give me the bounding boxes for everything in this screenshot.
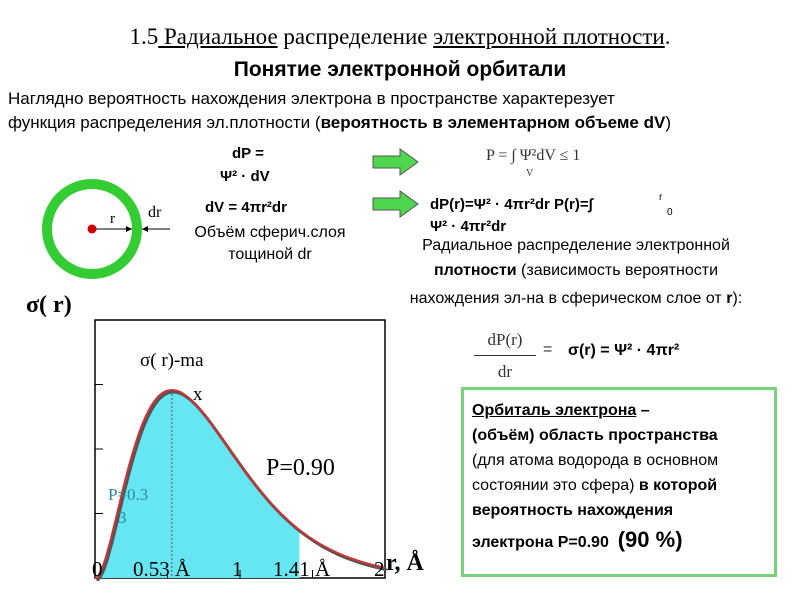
orbital-line3: (для атома водорода в основном: [472, 452, 719, 469]
intro-line1: Наглядно вероятность нахождения электрона в пространстве характерезует: [8, 89, 615, 108]
radial-line1: Радиальное распределение электронной: [422, 237, 730, 254]
dr-label: dr: [148, 204, 162, 221]
radial-distribution-chart: [0, 290, 460, 600]
integral-formula: P = ∫ Ψ²dV ≤ 1: [486, 147, 581, 164]
orbital-line5: вероятность нахождения: [472, 502, 674, 519]
radial-line3-normal: нахождения эл-на в сферическом слое от: [409, 290, 727, 307]
sigma-max-label: σ( r)-ma: [140, 350, 204, 371]
intro-line2-end: ): [665, 113, 671, 132]
volume-caption-line1: Объём сферич.слоя: [194, 224, 346, 241]
dpr-formula-line1: dP(r)=Ψ² · 4πr²dr P(r)=∫: [430, 196, 593, 213]
radial-line2: [360, 262, 792, 280]
radius-arrowhead: [126, 226, 132, 232]
arrow-right-icon-2: [372, 190, 420, 218]
dr-arrowhead: [142, 226, 148, 232]
x-tick-label: 1.41 Å: [273, 557, 331, 581]
dpr-limit-bottom: 0: [667, 207, 673, 218]
integral-subscript: V: [526, 168, 534, 179]
x-tick-label: 0.53 Å: [133, 557, 191, 581]
dp-formula-line1: dP =: [232, 145, 264, 162]
x-tick-label: 1: [232, 557, 243, 581]
dv-formula: dV = 4πr²dr: [205, 199, 287, 216]
title-part4: .: [664, 24, 671, 49]
y-axis-label: σ( r): [26, 292, 72, 318]
title-part1: Радиальное: [158, 24, 278, 49]
radial-line2-rest: (зависимость вероятности: [516, 262, 719, 279]
orbital-line6: электрона P=0.90 (90 %): [472, 527, 683, 552]
ratio-equals: =: [543, 341, 553, 358]
x-tick-label: 0: [92, 557, 103, 581]
p090-label: P=0.90: [266, 455, 335, 481]
page-title: [0, 24, 800, 50]
x-axis-label: r, Å: [386, 550, 424, 576]
sigma-max-label-end: x: [193, 384, 203, 405]
arrow-right-icon-1: [372, 148, 420, 176]
nucleus-dot: [88, 225, 97, 234]
radial-line3-end: ):: [732, 290, 743, 307]
radial-line2-bold: плотности: [433, 262, 517, 279]
orbital-term: Орбиталь электрона: [472, 402, 637, 419]
ratio-numerator: dP(r): [487, 330, 523, 349]
ratio-denominator: dr: [497, 362, 513, 381]
intro-line2-bold: вероятность в элементарном объеме dV: [320, 113, 666, 132]
title-part2: распределение: [277, 24, 434, 49]
orbital-definition-box: [461, 387, 777, 577]
sigma-formula: σ(r) = Ψ² · 4πr²: [568, 342, 680, 359]
intro-line2-normal: функция распределения эл.плотности (: [8, 113, 321, 132]
dpr-formula-line2: Ψ² · 4πr²dr: [430, 218, 507, 235]
intro-line2: [8, 112, 671, 134]
title-number: 1.5: [129, 24, 159, 49]
spherical-shell-diagram: [30, 170, 180, 290]
volume-caption-line2: тощиной dr: [228, 246, 312, 263]
title-part3: электронной плотности: [433, 24, 665, 49]
page-subtitle: Понятие электронной орбитали: [233, 58, 567, 81]
x-tick-label: 2: [374, 557, 385, 581]
orbital-dash: –: [636, 402, 650, 419]
dp-formula-line2: Ψ² · dV: [220, 168, 270, 185]
orbital-line1: [472, 398, 768, 423]
p033-label: P=0.3: [108, 485, 149, 504]
orbital-line2: (объём) область пространства: [472, 427, 718, 444]
radius-label: r: [110, 211, 115, 227]
fraction-bar: [474, 355, 536, 356]
dpr-limit-top: r: [659, 192, 663, 203]
orbital-line4: состоянии это сфера) в которой: [472, 477, 718, 494]
radial-line3-bold: r: [726, 290, 733, 307]
p033-label-end: 3: [118, 508, 127, 527]
